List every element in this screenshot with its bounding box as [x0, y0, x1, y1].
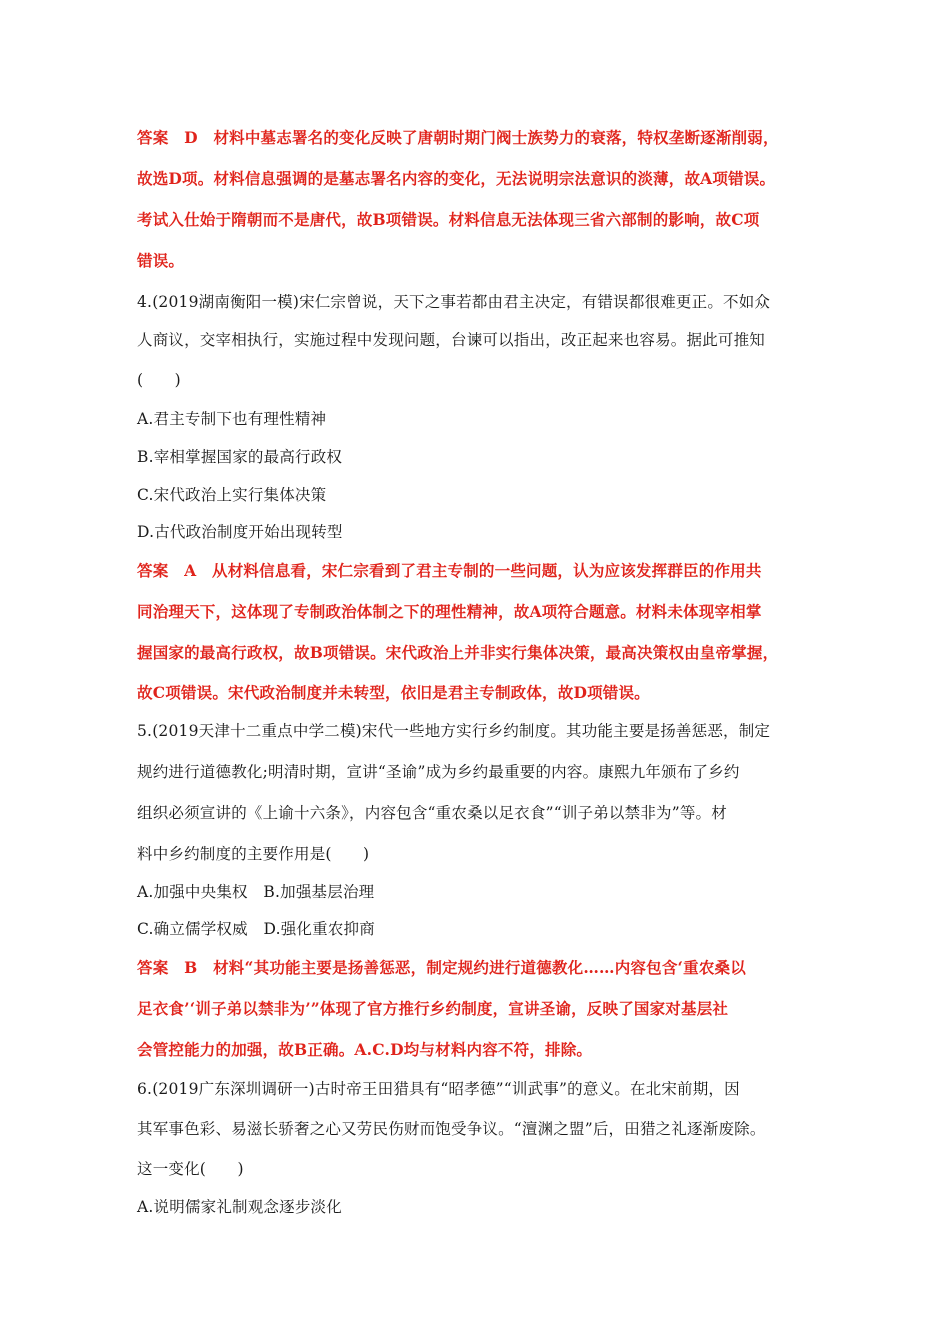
answer-5-line-1: 答案 B 材料“其功能主要是扬善惩恶，制定规约进行道德教化……内容包含‘重农桑以 — [137, 958, 746, 977]
question-6-stem-line-1: 6.(2019广东深圳调研一)古时帝王田猎具有“昭孝德”“训武事”的意义。在北宋前期，因 — [137, 1080, 740, 1098]
question-4-stem-line-1: 4.(2019湖南衡阳一模)宋仁宗曾说，天下之事若都由君主决定，有错误都很难更正。不如众 — [137, 293, 771, 311]
question-5-options-ab: A.加强中央集权 B.加强基层治理 — [137, 883, 375, 901]
answer-5-line-2: 足衣食’‘训子弟以禁非为’”体现了官方推行乡约制度，宣讲圣谕，反映了国家对基层社 — [137, 999, 729, 1018]
answer-4-line-1: 答案 A 从材料信息看，宋仁宗看到了君主专制的一些问题，认为应该发挥群臣的作用共 — [137, 561, 762, 580]
question-6-stem-line-2: 其军事色彩、易滋长骄奢之心又劳民伤财而饱受争议。“澶渊之盟”后，田猎之礼逐渐废除。 — [137, 1120, 766, 1138]
answer-4-line-2: 同治理天下，这体现了专制政治体制之下的理性精神，故A项符合题意。材料未体现宰相掌 — [137, 602, 762, 621]
question-6-stem-line-3: 这一变化( ) — [137, 1160, 244, 1178]
question-4-option-b: B.宰相掌握国家的最高行政权 — [137, 448, 343, 466]
question-5-stem-line-1: 5.(2019天津十二重点中学二模)宋代一些地方实行乡约制度。其功能主要是扬善惩恶，制定 — [137, 722, 771, 740]
answer-5-line-3: 会管控能力的加强，故B正确。A.C.D均与材料内容不符，排除。 — [137, 1040, 593, 1059]
question-5-stem-line-3: 组织必须宣讲的《上谕十六条》，内容包含“重农桑以足衣食”“训子弟以禁非为”等。材 — [137, 804, 727, 822]
answer-4-line-4: 故C项错误。宋代政治制度并未转型，依旧是君主专制政体，故D项错误。 — [137, 683, 650, 702]
answer-3-line-4: 错误。 — [137, 251, 185, 270]
answer-3-line-1: 答案 D 材料中墓志署名的变化反映了唐朝时期门阀士族势力的衰落，特权垄断逐渐削弱， — [137, 128, 779, 147]
answer-3-line-2: 故选D项。材料信息强调的是墓志署名内容的变化，无法说明宗法意识的淡薄，故A项错误。 — [137, 169, 776, 188]
question-5-stem-line-4: 料中乡约制度的主要作用是( ) — [137, 845, 370, 863]
question-5-options-cd: C.确立儒学权威 D.强化重农抑商 — [137, 920, 375, 938]
question-4-stem-line-2: 人商议，交宰相执行，实施过程中发现问题，台谏可以指出，改正起来也容易。据此可推知 — [137, 331, 766, 349]
answer-3-line-3: 考试入仕始于隋朝而不是唐代，故B项错误。材料信息无法体现三省六部制的影响，故C项 — [137, 210, 760, 229]
question-6-option-a: A.说明儒家礼制观念逐步淡化 — [137, 1198, 342, 1216]
question-4-option-c: C.宋代政治上实行集体决策 — [137, 486, 327, 504]
question-4-answer-blank: ( ) — [137, 371, 181, 389]
question-4-option-d: D.古代政治制度开始出现转型 — [137, 523, 343, 541]
answer-4-line-3: 握国家的最高行政权，故B项错误。宋代政治上并非实行集体决策，最高决策权由皇帝掌握， — [137, 643, 779, 662]
question-5-stem-line-2: 规约进行道德教化;明清时期，宣讲“圣谕”成为乡约最重要的内容。康熙九年颁布了乡约 — [137, 763, 740, 781]
question-4-option-a: A.君主专制下也有理性精神 — [137, 410, 327, 428]
